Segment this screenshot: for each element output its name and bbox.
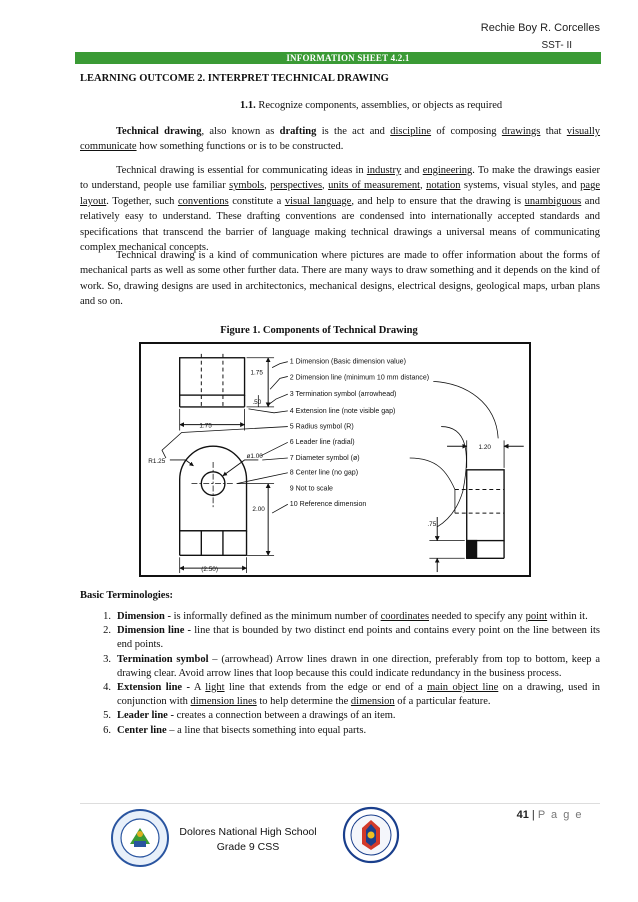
para1-text: is the act and (316, 126, 391, 137)
link-dimension[interactable]: dimension (350, 696, 395, 708)
list-number: 6. (103, 724, 111, 736)
para1-text: how something functions or is to be constructed. (136, 141, 344, 153)
para2-text: Technical drawing is essential for communicating ideas in (116, 165, 367, 176)
para1-text: , also known as (201, 126, 280, 137)
drawing-svg (141, 344, 529, 575)
term-text: – (arrowhead) Arrow lines drawn in one direction, preferably from top to bottom, keep a drawing clear. Avoid arrow lines that loop because this could indicate redundancy in the business process. (117, 653, 600, 679)
para2-text: , (420, 180, 427, 192)
side-view-outline (467, 470, 504, 541)
paragraph-3 (80, 248, 600, 310)
callout-label: 6 Leader line (radial) (289, 439, 355, 447)
author-name: Rechie Boy R. Corcelles (480, 22, 600, 34)
link-visually-communicate[interactable]: visually communicate (80, 126, 601, 153)
term-name: Extension line - (117, 682, 191, 694)
para2-text: and (401, 165, 423, 176)
link-notation[interactable]: notation (426, 180, 461, 192)
radius-leader-line (170, 460, 194, 466)
learning-outcome: LEARNING OUTCOME 2. INTERPRET TECHNICAL DRAWING (80, 73, 389, 84)
list-number: 2. (103, 625, 111, 637)
callout-label: 2 Dimension line (minimum 10 mm distance) (289, 374, 430, 382)
link-perspectives[interactable]: perspectives (270, 180, 323, 192)
term-text: A (190, 682, 206, 694)
paragraph-2 (80, 163, 600, 255)
term-text: creates a connection between a drawings of an item. (173, 710, 396, 722)
callout-label: 7 Diameter symbol (ø) (289, 454, 360, 462)
term-text: of a particular feature. (394, 696, 491, 708)
para2-text: systems, visual styles, and (460, 180, 581, 192)
callout-leader (262, 458, 288, 460)
terms-title: Basic Terminologies: (80, 590, 174, 601)
terms-list (80, 610, 600, 738)
paragraph-1 (80, 124, 600, 155)
term-name: Dimension line - (117, 625, 192, 637)
para2-text: , (322, 180, 329, 192)
subtopic-number: 1.1. (240, 100, 256, 111)
grade-code: SST- II (541, 40, 572, 51)
dimension-value: .75 (427, 520, 437, 528)
page-sep: | (528, 809, 538, 821)
para2-text: , (264, 180, 271, 192)
para2-text: constitute a (228, 195, 285, 207)
figure-caption: Figure 1. Components of Technical Drawing (220, 325, 418, 336)
link-drawings[interactable]: drawings (501, 126, 541, 137)
school-seal-icon (110, 808, 170, 868)
dimension-value: R1.25 (148, 457, 166, 465)
callout-leader (260, 442, 288, 456)
para2-text: . Together, such (106, 195, 178, 207)
callout-label: 4 Extension line (note visible gap) (289, 407, 396, 415)
list-item (80, 709, 600, 723)
school-grade: Grade 9 CSS (216, 841, 280, 853)
page-num: 41 (516, 809, 529, 821)
link-unambiguous[interactable]: unambiguous (524, 195, 582, 207)
callout-label: 1 Dimension (Basic dimension value) (289, 358, 406, 366)
term-text: – a line that bisects something into equal parts. (166, 724, 367, 736)
callout-label: 5 Radius symbol (R) (289, 423, 354, 431)
dimension-value: 1.20 (478, 444, 491, 452)
school-name: Dolores National High School (179, 826, 317, 838)
term-text: line that extends from the edge or end of a (224, 682, 428, 694)
link-page-layout[interactable]: page layout (80, 180, 600, 207)
term-name: Dimension - (117, 611, 171, 622)
callout-leader (433, 381, 498, 438)
side-view-detail (467, 541, 477, 559)
page-word: P a g e (537, 809, 583, 821)
callout-leader (270, 376, 288, 389)
term-text: to help determine the (256, 696, 351, 708)
link-discipline[interactable]: discipline (390, 126, 432, 137)
link-units-of-measurement[interactable]: units of measurement (328, 180, 421, 192)
term-drafting: drafting (279, 126, 317, 137)
list-item (80, 624, 600, 652)
para1-text: of composing (431, 126, 502, 137)
subtopic (240, 100, 502, 111)
callout-label: 8 Center line (no gap) (289, 469, 359, 477)
callout-leader (268, 394, 288, 405)
callout-leader (437, 427, 466, 527)
dimension-value: 2.00 (252, 506, 265, 514)
top-view-block (180, 358, 245, 395)
callout-leader (410, 458, 455, 489)
link-coordinates[interactable]: coordinates (380, 611, 430, 622)
list-item (80, 653, 600, 681)
link-point[interactable]: point (525, 611, 548, 622)
link-visual-language[interactable]: visual language (284, 195, 352, 207)
link-main-object-line[interactable]: main object line (427, 682, 499, 694)
term-text: line that is bounded by two distinct end points and contains every point on the line between its end points. (117, 625, 601, 651)
callout-label: 9 Not to scale (289, 485, 333, 493)
dimension-value: 1.75 (199, 422, 212, 430)
dimension-value: ø1.00 (246, 453, 263, 461)
term-name: Leader line - (117, 710, 174, 722)
term-text: is informally defined as the minimum number of (170, 611, 381, 622)
school-info (178, 825, 318, 855)
term-name: Termination symbol (117, 653, 209, 665)
callout-leader (272, 362, 288, 368)
link-dimension-lines[interactable]: dimension lines (190, 696, 257, 708)
list-number: 3. (103, 653, 111, 665)
diameter-leader-line (223, 460, 258, 476)
term-text: on a drawing, used in conjunction with (117, 682, 600, 708)
para1-text: that (540, 126, 567, 137)
callout-leader (237, 473, 288, 484)
dimension-value: 1.75 (250, 369, 263, 377)
callout-label: 3 Termination symbol (arrowhead) (289, 391, 397, 399)
dimension-value: (2.50) (201, 566, 218, 574)
term-technical-drawing: Technical drawing (116, 126, 202, 137)
callout-leader (248, 409, 287, 413)
link-symbols[interactable]: symbols (229, 180, 265, 192)
term-text: needed to specify any (429, 611, 526, 622)
list-number: 4. (103, 682, 111, 694)
link-conventions[interactable]: conventions (177, 195, 229, 207)
footer-divider (80, 803, 600, 804)
callout-leader (162, 427, 288, 461)
list-number: 1. (103, 611, 111, 622)
link-engineering[interactable]: engineering (422, 165, 473, 176)
callout-leader (272, 504, 288, 513)
deped-seal-icon (342, 806, 400, 864)
info-sheet-banner (75, 52, 601, 64)
banner-title: INFORMATION SHEET 4.2.1 (286, 53, 410, 63)
subtopic-text: Recognize components, assemblies, or objects as required (258, 100, 503, 111)
term-name: Center line (117, 724, 167, 736)
term-text: within it. (547, 611, 588, 622)
para2-text: , and help to ensure that the drawing is (351, 195, 525, 207)
link-light[interactable]: light (205, 682, 225, 694)
para2-text: and relatively easy to understand. These drafting conventions are condensed into internationally accepted standards and specifications that transcend the barrier of language making technical drawings a universal means of communicating complex mechanical concepts. (80, 195, 600, 254)
para3-text: Technical drawing is a kind of communication where pictures are made to offer information about the forms of mechanical parts as well as some other further data. There are many ways to draw something and it depends on the kind of work. So, drawing designs are used in architectonics, mechanical designs, electrical designs, geological maps, urban plans and so on. (80, 250, 600, 308)
dimension-value: .50 (252, 398, 262, 406)
para2-text: . To make the drawings easier to understand, people use familiar (80, 165, 600, 192)
list-item (80, 724, 600, 738)
list-item (80, 610, 600, 624)
list-item (80, 681, 600, 709)
link-industry[interactable]: industry (366, 165, 402, 176)
list-number: 5. (103, 710, 111, 722)
page-number (517, 809, 583, 821)
technical-drawing-figure (139, 342, 531, 577)
callout-label: 10 Reference dimension (289, 501, 367, 509)
